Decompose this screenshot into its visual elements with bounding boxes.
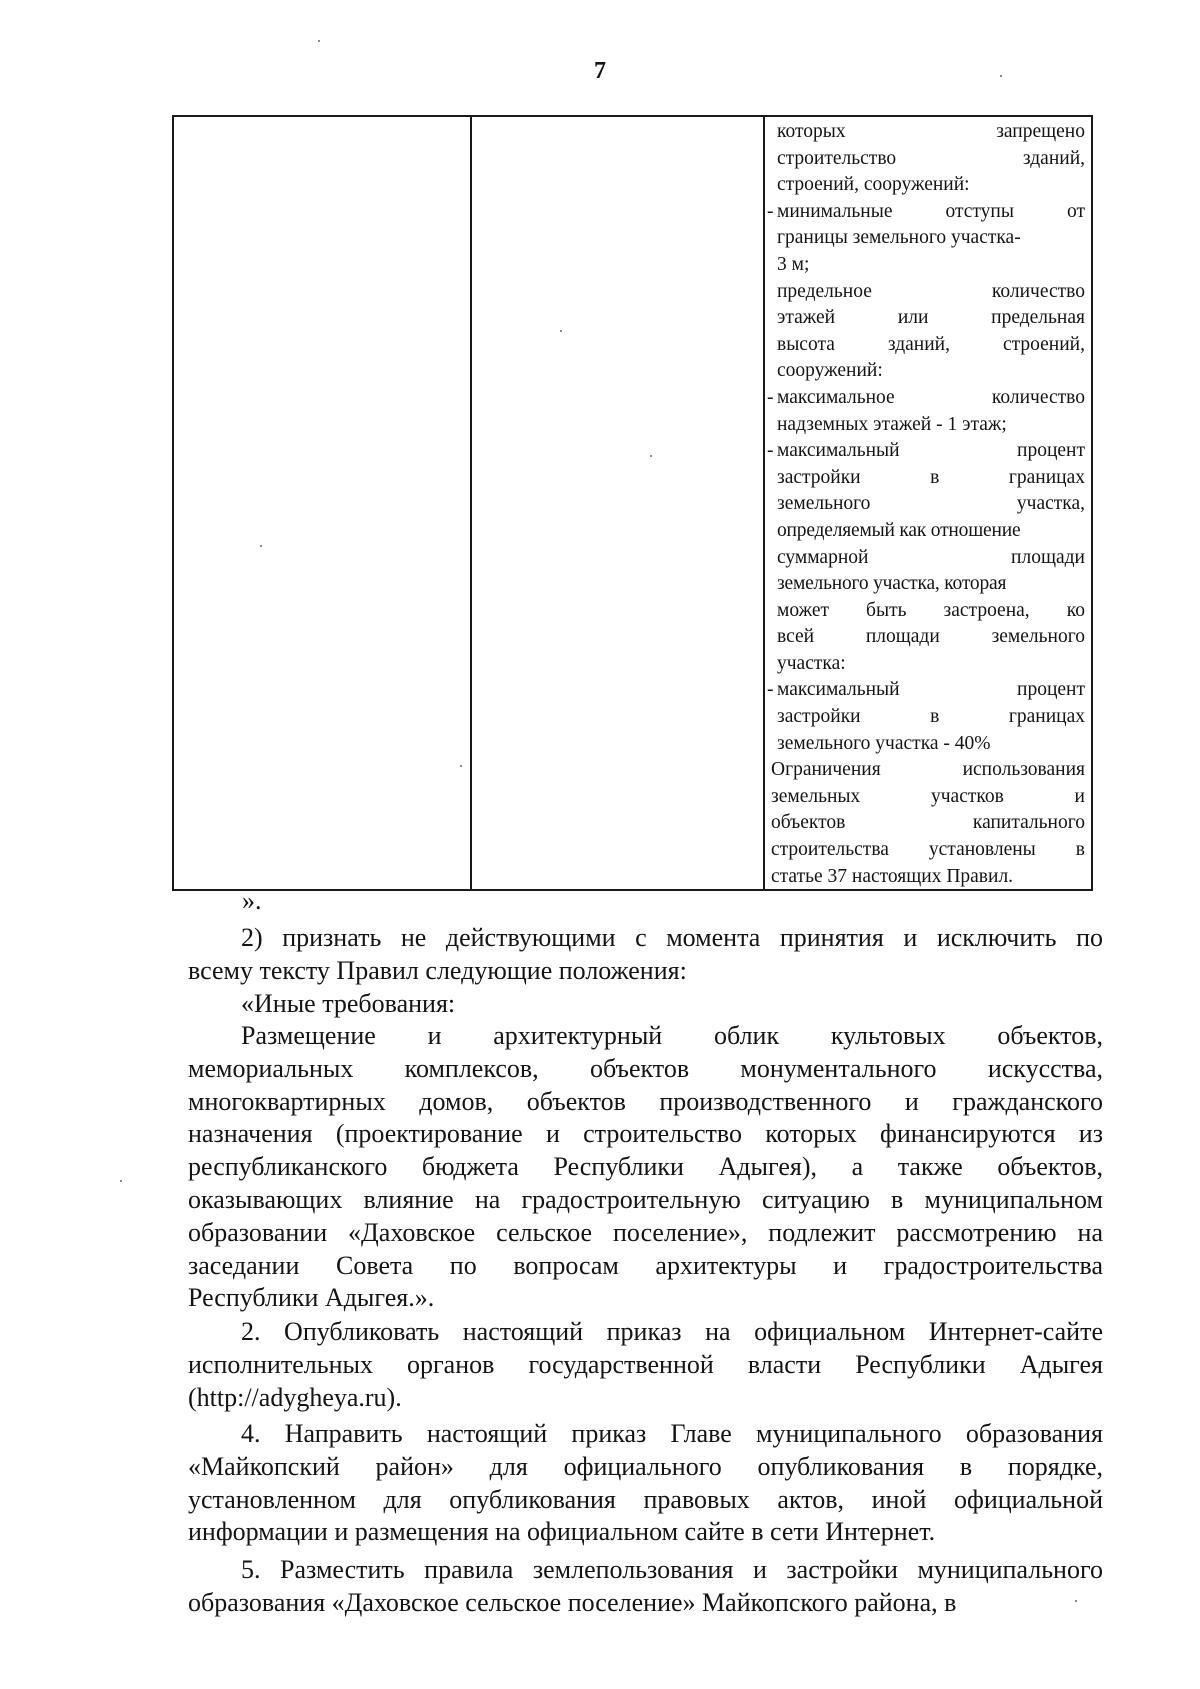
cell-word: от bbox=[1066, 200, 1085, 222]
scan-speck bbox=[318, 40, 320, 42]
cell-word: застроена, bbox=[943, 599, 1030, 621]
table-cell-line bbox=[777, 491, 1085, 518]
paragraph-line: 5. Разместить правила землепользования и застройки муниципального bbox=[241, 1555, 1103, 1584]
paragraph-line: 4. Направить настоящий приказ Главе муниципального образования bbox=[241, 1419, 1103, 1448]
table-cell-line: земельного участка, которая bbox=[777, 573, 1007, 595]
cell-word: всей bbox=[777, 626, 815, 648]
paragraph-line: «Майкопский район» для официального опубликования в порядке, bbox=[188, 1451, 1103, 1481]
cell-word: или bbox=[897, 307, 929, 329]
cell-word: площади bbox=[1011, 546, 1085, 568]
paragraph-line: 2. Опубликовать настоящий приказ на официальном Интернет-сайте bbox=[241, 1317, 1103, 1346]
cell-word: участка, bbox=[1016, 493, 1085, 515]
quote-close: ». bbox=[242, 886, 262, 915]
cell-word: земельного bbox=[991, 626, 1085, 648]
regulations-table bbox=[172, 115, 1093, 891]
scan-speck bbox=[1000, 75, 1002, 77]
cell-word: границах bbox=[1008, 466, 1085, 488]
paragraph-line: назначения (проектирование и строительство которых финансируются из bbox=[188, 1119, 1103, 1149]
paragraph-line: заседании Совета по вопросам архитектуры и градостроительства bbox=[188, 1250, 1103, 1280]
table-cell-line bbox=[777, 545, 1085, 572]
paragraph-line: (http://adygheya.ru). bbox=[188, 1382, 402, 1412]
table-cell-line: статье 37 настоящих Правил. bbox=[771, 865, 1014, 887]
cell-word: Ограничения bbox=[771, 759, 881, 781]
table-cell-line bbox=[777, 624, 1085, 651]
paragraph-line: установленном для опубликования правовых актов, иной официальной bbox=[188, 1484, 1103, 1514]
cell-word: процент bbox=[1017, 440, 1085, 462]
table-cell-line bbox=[777, 146, 1085, 173]
table-cell-line: участка: bbox=[777, 652, 846, 674]
cell-word: - максимальное bbox=[777, 386, 895, 408]
cell-word: которых bbox=[777, 121, 846, 142]
table-cell-line bbox=[777, 677, 1085, 704]
paragraph-line: 2) признать не действующими с момента принятия и исключить по bbox=[241, 923, 1103, 952]
cell-word: границах bbox=[1008, 706, 1085, 728]
cell-word: в bbox=[1075, 839, 1085, 861]
cell-word: зданий, bbox=[887, 333, 950, 355]
scan-speck bbox=[560, 330, 562, 332]
table-cell-line bbox=[771, 810, 1085, 837]
column-divider bbox=[763, 117, 765, 889]
table-cell-line: строений, сооружений: bbox=[777, 174, 970, 196]
cell-word: отступы bbox=[945, 200, 1014, 222]
cell-word: ко bbox=[1066, 599, 1085, 621]
table-cell-line bbox=[771, 784, 1085, 811]
cell-word: процент bbox=[1017, 679, 1085, 701]
paragraph-line: многоквартирных домов, объектов производственного и гражданского bbox=[188, 1086, 1103, 1116]
cell-word: высота bbox=[777, 333, 835, 355]
table-cell-line bbox=[777, 385, 1085, 412]
scan-speck bbox=[650, 455, 652, 457]
paragraph-line: образовании «Даховское сельское поселение», подлежит рассмотрению на bbox=[188, 1217, 1103, 1247]
table-cell-line: определяемый как отношение bbox=[777, 519, 1021, 541]
table-cell-line bbox=[777, 332, 1085, 359]
cell-word: количество bbox=[991, 280, 1085, 302]
table-cell-line bbox=[771, 757, 1085, 784]
paragraph-line: информации и размещения на официальном сайте в сети Интернет. bbox=[188, 1517, 936, 1547]
cell-word: использования bbox=[962, 759, 1085, 781]
cell-word: строительство bbox=[777, 147, 897, 169]
table-cell-line: надземных этажей - 1 этаж; bbox=[777, 413, 1007, 435]
table-cell-line: границы земельного участка- bbox=[777, 227, 1021, 249]
paragraph-line: исполнительных органов государственной власти Республики Адыгея bbox=[188, 1349, 1103, 1379]
paragraph-line: образования «Даховское сельское поселение» Майкопского района, в bbox=[188, 1587, 957, 1617]
cell-word: установлены bbox=[928, 839, 1036, 861]
body-paragraph bbox=[188, 1554, 1103, 1620]
table-cell-line: 3 м; bbox=[777, 253, 810, 275]
cell-word: площади bbox=[865, 626, 940, 648]
table-cell-line: сооружений: bbox=[777, 360, 883, 382]
paragraph-line: «Иные требования: bbox=[241, 989, 456, 1018]
cell-word: суммарной bbox=[777, 546, 869, 568]
table-cell-line bbox=[771, 837, 1085, 864]
cell-word: предельная bbox=[991, 307, 1085, 329]
cell-word: количество bbox=[991, 386, 1085, 408]
cell-word: в bbox=[930, 706, 940, 728]
scan-speck bbox=[120, 1180, 122, 1182]
cell-word: и bbox=[1074, 785, 1085, 807]
table-cell-line: земельного участка - 40% bbox=[777, 732, 991, 754]
table-cell-line bbox=[777, 305, 1085, 332]
paragraph-line: всему тексту Правил следующие положения: bbox=[188, 955, 687, 985]
cell-word: капитального bbox=[972, 812, 1085, 834]
cell-word: быть bbox=[866, 599, 907, 621]
scan-speck bbox=[1075, 1600, 1077, 1602]
cell-word: этажей bbox=[777, 307, 836, 329]
cell-word: в bbox=[930, 466, 940, 488]
scan-speck bbox=[460, 765, 462, 767]
table-cell-line bbox=[777, 704, 1085, 731]
cell-word: запрещено bbox=[996, 121, 1085, 142]
cell-word: - максимальный bbox=[777, 440, 900, 462]
paragraph-line: мемориальных комплексов, объектов монументального искусства, bbox=[188, 1053, 1103, 1083]
body-paragraph bbox=[188, 1020, 1103, 1315]
body-paragraph bbox=[188, 1418, 1103, 1549]
table-cell-parameters bbox=[771, 119, 1085, 890]
table-cell-line bbox=[777, 465, 1085, 492]
cell-word: объектов bbox=[771, 812, 846, 834]
cell-word: строительства bbox=[771, 839, 889, 861]
cell-word: - максимальный bbox=[777, 679, 900, 701]
paragraph-line: республиканского бюджета Республики Адыгея), а также объектов, bbox=[188, 1152, 1103, 1182]
cell-word: застройки bbox=[777, 466, 861, 488]
page-number: 7 bbox=[594, 58, 606, 84]
paragraph-line: Республики Адыгея.». bbox=[188, 1283, 435, 1313]
cell-word: участков bbox=[930, 785, 1004, 807]
cell-word: предельное bbox=[777, 280, 872, 302]
table-cell-line bbox=[777, 119, 1085, 146]
scan-speck bbox=[260, 545, 262, 547]
cell-word: может bbox=[777, 599, 829, 621]
body-paragraph bbox=[188, 922, 1103, 988]
body-paragraph bbox=[188, 1316, 1103, 1414]
cell-word: - минимальные bbox=[777, 200, 893, 222]
cell-word: земельного bbox=[777, 493, 871, 515]
table-cell-line bbox=[777, 279, 1085, 306]
cell-word: земельных bbox=[771, 785, 861, 807]
cell-word: зданий, bbox=[1022, 147, 1085, 169]
table-cell-line bbox=[777, 598, 1085, 625]
table-cell-line bbox=[777, 438, 1085, 465]
column-divider bbox=[470, 117, 472, 889]
paragraph-line: Размещение и архитектурный облик культовых объектов, bbox=[241, 1021, 1103, 1050]
table-cell-line bbox=[777, 199, 1085, 226]
paragraph-line: оказывающих влияние на градостроительную ситуацию в муниципальном bbox=[188, 1184, 1103, 1214]
cell-word: застройки bbox=[777, 706, 861, 728]
body-paragraph bbox=[188, 988, 1103, 1021]
cell-word: строений, bbox=[1002, 333, 1085, 355]
